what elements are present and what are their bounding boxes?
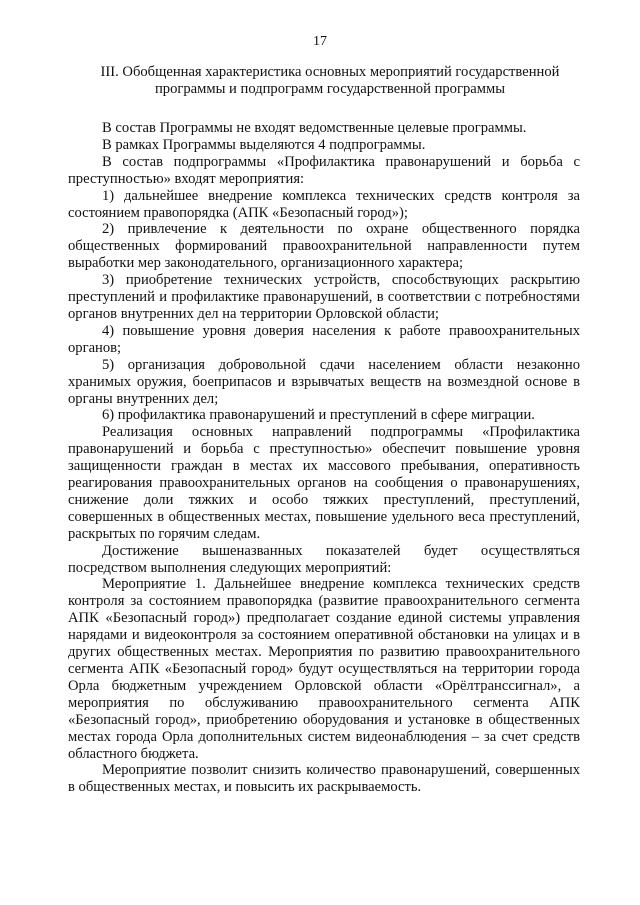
paragraph: 3) приобретение технических устройств, способствующих раскрытию преступлений и профилактике правонарушений, в соответствии с потребностями органов внутренних дел на территории Орловской области; bbox=[68, 272, 580, 322]
body-text bbox=[68, 120, 580, 796]
paragraph: В состав Программы не входят ведомственные целевые программы. bbox=[102, 120, 527, 136]
paragraph: В состав подпрограммы «Профилактика правонарушений и борьба с преступностью» входят мероприятия: bbox=[68, 153, 580, 187]
page-number: 17 bbox=[313, 34, 327, 49]
section-title: III. Обобщенная характеристика основных мероприятий государственной программы и подпрограмм государственной программы bbox=[100, 64, 560, 97]
paragraph: Мероприятие 1. Дальнейшее внедрение комплекса технических средств контроля за состоянием правопорядка (развитие правоохранительного сегмента АПК «Безопасный город») предполагает создание единой системы управления нарядами и видеоконтроля за состоянием оперативной обстановки на улицах и в других общественных местах. Мероприятия по развитию правоохранительного сегмента АПК «Безопасный город» будут осуществляться на территории города Орла бюджетным учреждением Орловской области «Орёлтранссигнал», а мероприятия по обслуживанию правоохранительного сегмента АПК «Безопасный город», приобретению оборудования и установке в общественных местах города Орла дополнительных систем видеонаблюдения – за счет средств областного бюджета. bbox=[68, 576, 580, 762]
paragraph: В рамках Программы выделяются 4 подпрограммы. bbox=[102, 136, 426, 153]
paragraph: 2) привлечение к деятельности по охране общественного порядка общественных формирований правоохранительной направленности путем выработки мер законодательного, организационного характера; bbox=[68, 221, 580, 272]
paragraph: Достижение вышеназванных показателей будет осуществляться посредством выполнения следующих мероприятий: bbox=[68, 542, 580, 576]
paragraph: 5) организация добровольной сдачи населением области незаконно хранимых оружия, боеприпасов и взрывчатых веществ на возмездной основе в органы внутренних дел; bbox=[68, 356, 580, 407]
paragraph: 6) профилактика правонарушений и преступлений в сфере миграции. bbox=[102, 407, 535, 424]
paragraph: 1) дальнейшее внедрение комплекса технических средств контроля за состоянием правопорядка (АПК «Безопасный город»); bbox=[68, 187, 580, 221]
paragraph: 4) повышение уровня доверия населения к работе правоохранительных органов; bbox=[68, 322, 580, 356]
paragraph: Реализация основных направлений подпрограммы «Профилактика правонарушений и борьба с преступностью» обеспечит повышение уровня защищенности граждан в местах их массового пребывания, оперативность реагирования правоохранительных органов на сообщения о правонарушениях, снижение доли тяжких и особо тяжких преступлений, преступлений, совершенных в общественных местах, повышение удельного веса преступлений, раскрытых по горячим следам. bbox=[68, 424, 580, 542]
paragraph: Мероприятие позволит снизить количество правонарушений, совершенных в общественных местах, и повысить их раскрываемость. bbox=[68, 762, 580, 796]
